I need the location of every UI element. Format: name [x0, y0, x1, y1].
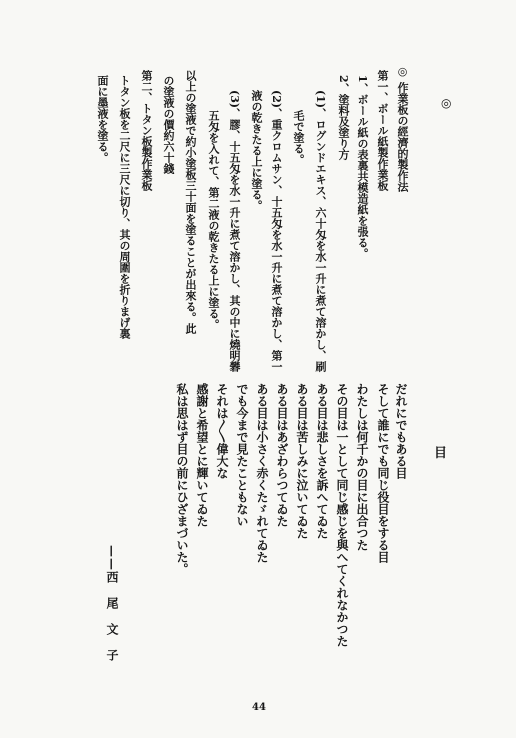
article-line: 1、ボール紙の表裏共模造紙を張る。	[356, 75, 369, 259]
poem-line: 私は思はず目の前にひざまづいた。	[175, 383, 189, 575]
article-line: (2)、重クロムサン、十五匁を水一升に煮て溶かし、第一	[270, 90, 283, 373]
poem-line: 感謝と希望とに輝いてゐた	[195, 383, 209, 527]
poem-line: でも今まで見たこともない	[235, 383, 249, 527]
article-line: 2、塗料及塗り方	[337, 75, 350, 160]
poem-line: わたしは何千かの目に出合つた	[355, 383, 369, 551]
poem-line: それは〱偉大な	[215, 383, 229, 479]
article-line: 五匁を入れて、第二液の乾きたる上に塗る。	[207, 110, 220, 330]
poem-line: ある目はあざわらつてゐた	[275, 383, 289, 527]
article-heading: ◎ 作業板の經濟的製作法	[396, 65, 409, 192]
poem-line: そして誰にでも同じ役目をする目	[376, 383, 390, 563]
article-line: 以上の塗液で約小塗板三十面を塗ることが出來る。此	[184, 70, 197, 334]
ornament-mark: ◎	[441, 96, 452, 110]
article-line: (1)、ログンドエキス、六十匁を水一升に煮て溶かし、刷	[314, 90, 327, 373]
article-line: トタン板を二尺に三尺に切り、其の周圍を折りまげ裏	[118, 75, 131, 339]
page-number: 44	[252, 702, 266, 713]
article-line: 第一、ボール紙製作業板	[376, 70, 389, 191]
poem-line: ある目は苦しみに泣いてゐた	[295, 383, 309, 539]
article-line: 面に墨液を塗る。	[96, 75, 109, 163]
poem-line: ある目は悲しさを訴へてゐた	[315, 383, 329, 539]
poem-title: 目	[434, 446, 448, 461]
poem-line: その目は一として同じ感じを與へてくれなかつた	[335, 383, 349, 647]
poem-line: ある目は小さく赤くたゞれてゐた	[255, 383, 269, 563]
article-line: 液の乾きたる上に塗る。	[250, 90, 263, 211]
article-line: 第二、トタン板製作業板	[140, 70, 153, 191]
poem-author: ——西 尾 文 子	[105, 545, 119, 662]
article-line: 毛で塗る。	[292, 110, 305, 165]
article-line: (3)、膠、十五匁を水一升に煮て溶かし、其の中に燒明礬	[228, 90, 241, 373]
article-line: の塗液の價約六十錢	[162, 75, 175, 174]
poem-line: だれにでもある目	[394, 383, 408, 479]
